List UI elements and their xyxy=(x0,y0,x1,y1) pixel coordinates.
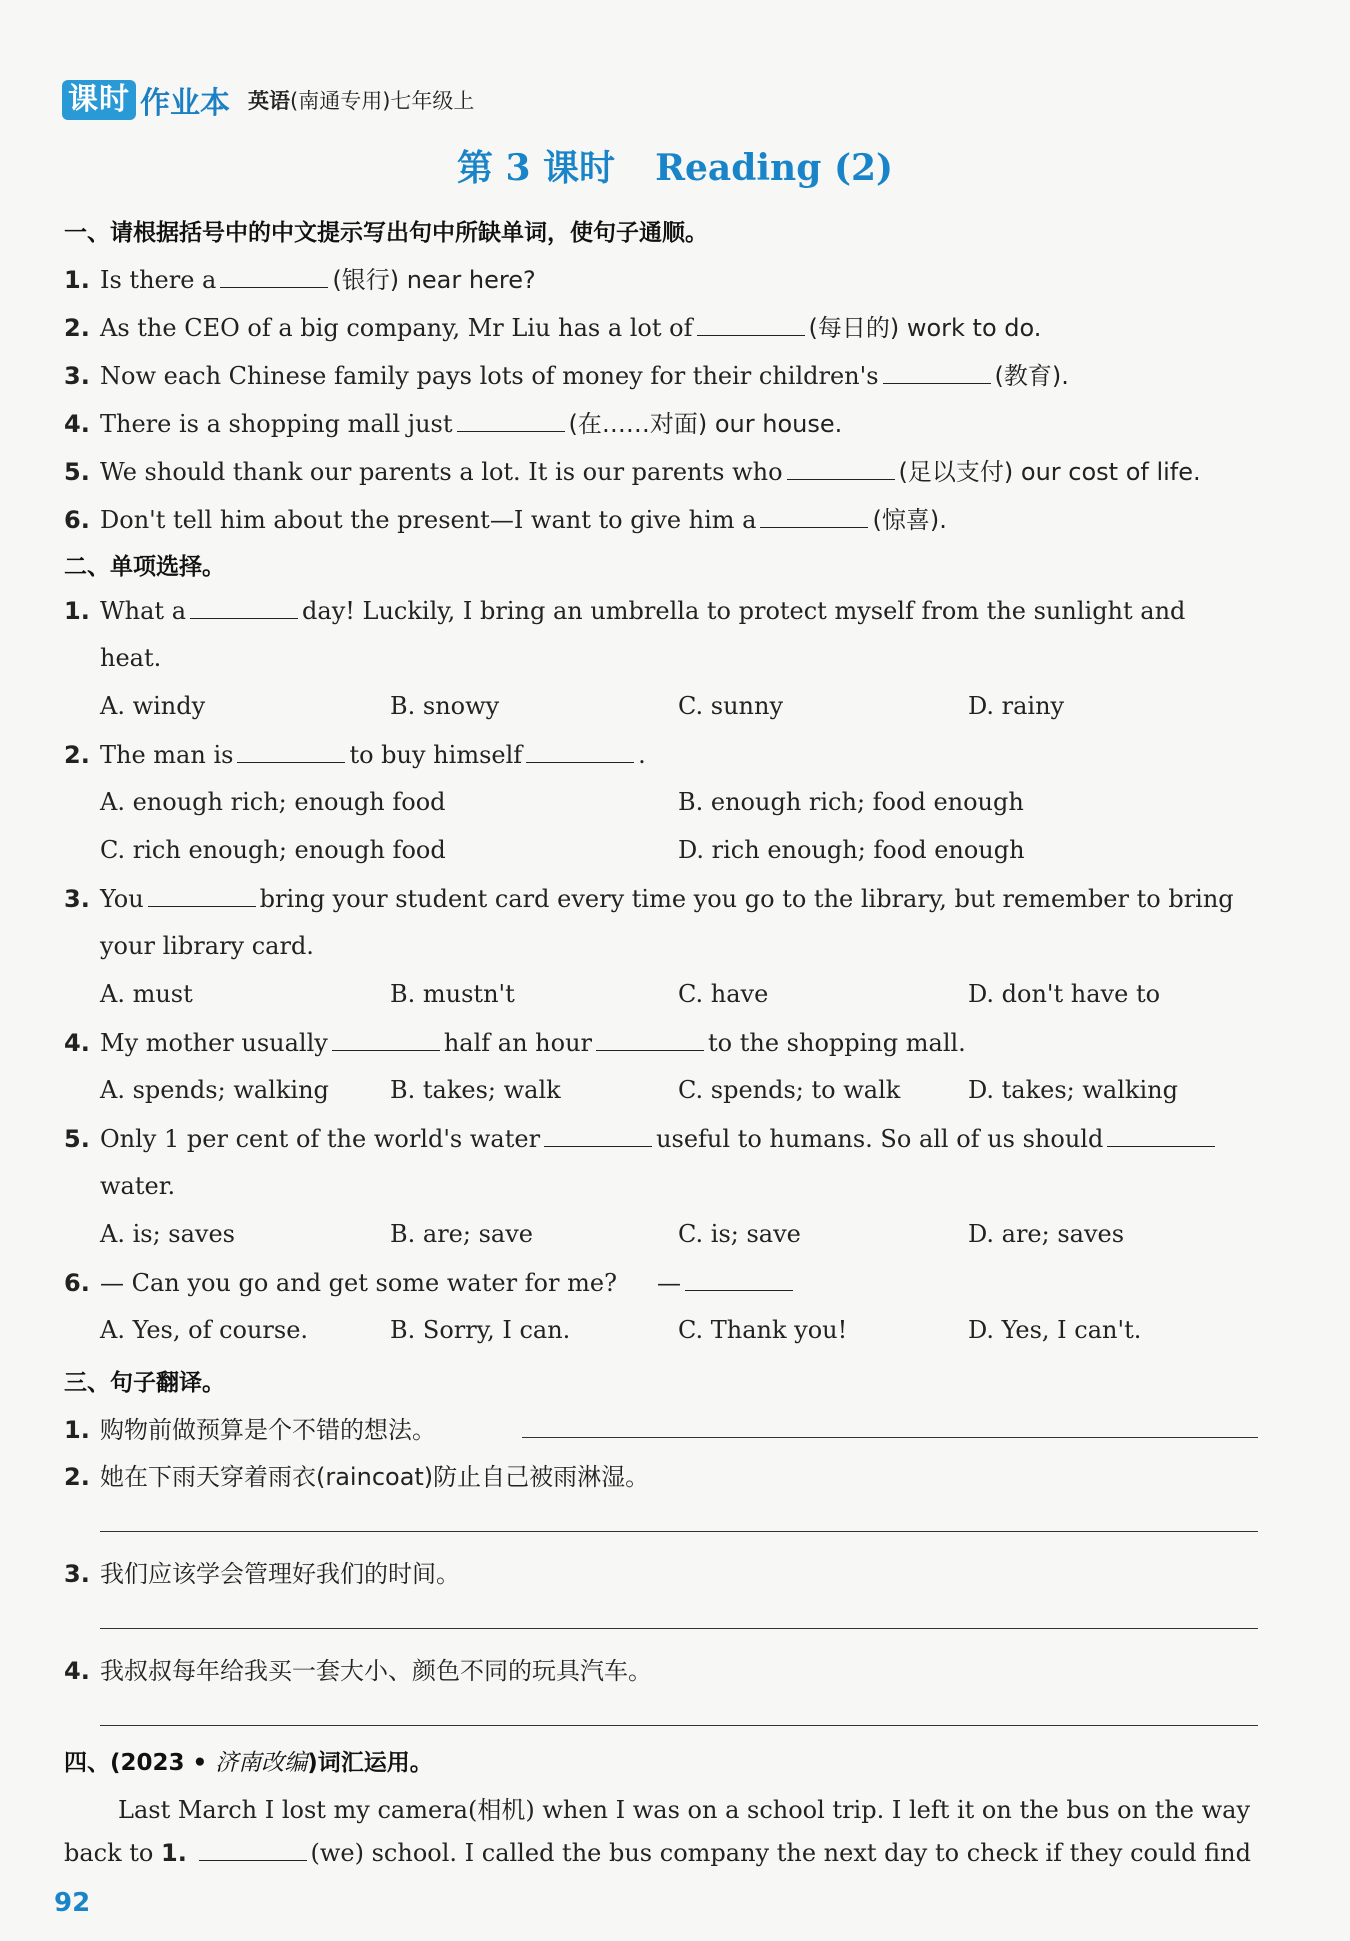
answer-line[interactable] xyxy=(100,1531,1258,1532)
section-4-heading xyxy=(64,1744,433,1777)
item-number: 4. xyxy=(64,1657,90,1685)
subject: 英语 xyxy=(248,89,290,113)
option-c[interactable]: C. have xyxy=(678,980,769,1008)
s1-item xyxy=(64,356,1069,391)
option-b[interactable]: B. are; save xyxy=(390,1220,533,1248)
option-d[interactable]: D. are; saves xyxy=(968,1220,1125,1248)
option-d[interactable]: D. rich enough; food enough xyxy=(678,836,1025,864)
answer-blank[interactable] xyxy=(883,361,991,384)
section-1-heading: 一、请根据括号中的中文提示写出句中所缺单词，使句子通顺。 xyxy=(64,220,708,246)
item-hint: (惊喜). xyxy=(872,506,947,534)
item-number: 1. xyxy=(64,1416,90,1444)
s1-item xyxy=(64,500,947,535)
page-number: 92 xyxy=(54,1888,91,1918)
item-text: As the CEO of a big company, Mr Liu has a lot of xyxy=(100,314,693,342)
passage-text: back to xyxy=(64,1839,154,1867)
question-text: Only 1 per cent of the world's water xyxy=(100,1125,541,1153)
question-text: You xyxy=(100,885,144,913)
s3-item xyxy=(64,1457,649,1492)
item-text: 我们应该学会管理好我们的时间。 xyxy=(100,1560,460,1588)
option-d[interactable]: D. takes; walking xyxy=(968,1076,1178,1104)
item-number: 1. xyxy=(64,266,90,294)
logo-text: 作业本 xyxy=(140,86,230,121)
item-hint: (教育). xyxy=(994,362,1069,390)
question-number: 2. xyxy=(64,741,90,769)
option-b[interactable]: B. enough rich; food enough xyxy=(678,788,1024,816)
question-continuation: heat. xyxy=(100,644,162,672)
question-text: half an hour xyxy=(443,1029,593,1057)
answer-blank[interactable] xyxy=(697,313,805,336)
item-text: 购物前做预算是个不错的想法。 xyxy=(100,1416,436,1444)
answer-blank[interactable] xyxy=(148,884,256,907)
section-3-heading: 三、句子翻译。 xyxy=(64,1370,225,1396)
item-text: Don't tell him about the present—I want to give him a xyxy=(100,506,757,534)
option-b[interactable]: B. mustn't xyxy=(390,980,515,1008)
heading-text: 四、(2023 • xyxy=(64,1750,216,1776)
s1-item xyxy=(64,260,536,295)
question-text: What a xyxy=(100,597,187,625)
option-b[interactable]: B. takes; walk xyxy=(390,1076,561,1104)
s2-question xyxy=(64,596,1185,625)
question-text: My mother usually xyxy=(100,1029,328,1057)
question-text: day! Luckily, I bring an umbrella to protect myself from the sunlight and xyxy=(302,597,1186,625)
logo xyxy=(62,78,230,122)
answer-blank[interactable] xyxy=(596,1028,704,1051)
option-a[interactable]: A. Yes, of course. xyxy=(100,1316,309,1344)
s2-question xyxy=(64,1124,1219,1153)
question-number: 5. xyxy=(64,1125,90,1153)
page-title xyxy=(0,140,1350,191)
answer-blank[interactable] xyxy=(237,740,345,763)
question-text: useful to humans. So all of us should xyxy=(656,1125,1104,1153)
item-text: 我叔叔每年给我买一套大小、颜色不同的玩具汽车。 xyxy=(100,1657,652,1685)
question-text: The man is xyxy=(100,741,234,769)
option-a[interactable]: A. enough rich; enough food xyxy=(100,788,446,816)
header xyxy=(62,78,474,122)
answer-blank[interactable] xyxy=(1107,1124,1215,1147)
option-c[interactable]: C. rich enough; enough food xyxy=(100,836,446,864)
answer-blank[interactable] xyxy=(457,409,565,432)
question-number: 1. xyxy=(64,597,90,625)
answer-blank[interactable] xyxy=(760,505,868,528)
book-info xyxy=(248,85,474,115)
heading-text: )词汇运用。 xyxy=(307,1750,433,1776)
item-text: 她在下雨天穿着雨衣(raincoat)防止自己被雨淋湿。 xyxy=(100,1463,650,1491)
item-number: 3. xyxy=(64,1560,90,1588)
question-text: — xyxy=(656,1269,681,1297)
question-text: — Can you go and get some water for me? xyxy=(100,1269,617,1297)
s1-item xyxy=(64,308,1041,343)
item-text: We should thank our parents a lot. It is our parents who xyxy=(100,458,783,486)
item-number: 4. xyxy=(64,410,90,438)
item-number: 5. xyxy=(64,458,90,486)
lesson-number: 第 3 课时 xyxy=(456,147,616,189)
s2-question xyxy=(64,1028,966,1057)
question-number: 4. xyxy=(64,1029,90,1057)
option-d[interactable]: D. don't have to xyxy=(968,980,1161,1008)
s2-question xyxy=(64,884,1234,913)
option-d[interactable]: D. rainy xyxy=(968,692,1065,720)
question-text: bring your student card every time you go to the library, but remember to bring xyxy=(259,885,1234,913)
answer-blank[interactable] xyxy=(190,596,298,619)
question-number: 3. xyxy=(64,885,90,913)
logo-mark: 课时 xyxy=(62,80,136,120)
s3-item xyxy=(64,1651,652,1686)
item-hint: (足以支付) our cost of life. xyxy=(898,458,1201,486)
s1-item xyxy=(64,404,842,439)
answer-blank[interactable] xyxy=(220,265,328,288)
question-text: to buy himself xyxy=(349,741,523,769)
item-hint: (在……对面) our house. xyxy=(568,410,843,438)
option-b[interactable]: B. snowy xyxy=(390,692,500,720)
question-text: . xyxy=(638,741,646,769)
item-text: Is there a xyxy=(100,266,217,294)
item-number: 6. xyxy=(64,506,90,534)
s3-item xyxy=(64,1410,436,1445)
answer-line[interactable] xyxy=(100,1628,1258,1629)
answer-blank[interactable] xyxy=(685,1268,793,1291)
option-a[interactable]: A. is; saves xyxy=(100,1220,235,1248)
answer-line[interactable] xyxy=(522,1437,1258,1438)
s2-question xyxy=(64,740,646,769)
answer-blank[interactable] xyxy=(526,740,634,763)
lesson-topic: Reading (2) xyxy=(655,147,894,189)
passage-text: (we) school. I called the bus company the next day to check if they could find xyxy=(310,1839,1251,1867)
option-a[interactable]: A. spends; walking xyxy=(100,1076,329,1104)
blank-number: 1. xyxy=(161,1839,187,1867)
source-note: 济南改编 xyxy=(215,1750,308,1776)
answer-blank[interactable] xyxy=(332,1028,440,1051)
answer-blank[interactable] xyxy=(787,457,895,480)
item-text: Now each Chinese family pays lots of money for their children's xyxy=(100,362,879,390)
option-b[interactable]: B. Sorry, I can. xyxy=(390,1316,571,1344)
option-d[interactable]: D. Yes, I can't. xyxy=(968,1316,1142,1344)
passage-line xyxy=(64,1838,1251,1867)
question-number: 6. xyxy=(64,1269,90,1297)
option-a[interactable]: A. must xyxy=(100,980,193,1008)
s3-item xyxy=(64,1554,460,1589)
option-c[interactable]: C. sunny xyxy=(678,692,784,720)
item-number: 3. xyxy=(64,362,90,390)
item-number: 2. xyxy=(64,314,90,342)
answer-line[interactable] xyxy=(100,1725,1258,1726)
option-c[interactable]: C. Thank you! xyxy=(678,1316,848,1344)
section-2-heading: 二、单项选择。 xyxy=(64,554,225,580)
question-continuation: water. xyxy=(100,1172,176,1200)
s2-question xyxy=(64,1268,797,1297)
question-continuation: your library card. xyxy=(100,932,314,960)
option-c[interactable]: C. is; save xyxy=(678,1220,801,1248)
item-hint: (每日的) work to do. xyxy=(808,314,1042,342)
item-text: There is a shopping mall just xyxy=(100,410,453,438)
s1-item xyxy=(64,452,1201,487)
item-hint: (银行) near here? xyxy=(332,266,536,294)
edition: (南通专用)七年级上 xyxy=(290,89,475,113)
answer-blank[interactable] xyxy=(544,1124,652,1147)
option-c[interactable]: C. spends; to walk xyxy=(678,1076,901,1104)
question-text: to the shopping mall. xyxy=(708,1029,966,1057)
answer-blank[interactable] xyxy=(199,1838,307,1861)
item-number: 2. xyxy=(64,1463,90,1491)
passage-line: Last March I lost my camera(相机) when I was on a school trip. I left it on the bus on the way xyxy=(118,1796,1251,1824)
option-a[interactable]: A. windy xyxy=(100,692,206,720)
